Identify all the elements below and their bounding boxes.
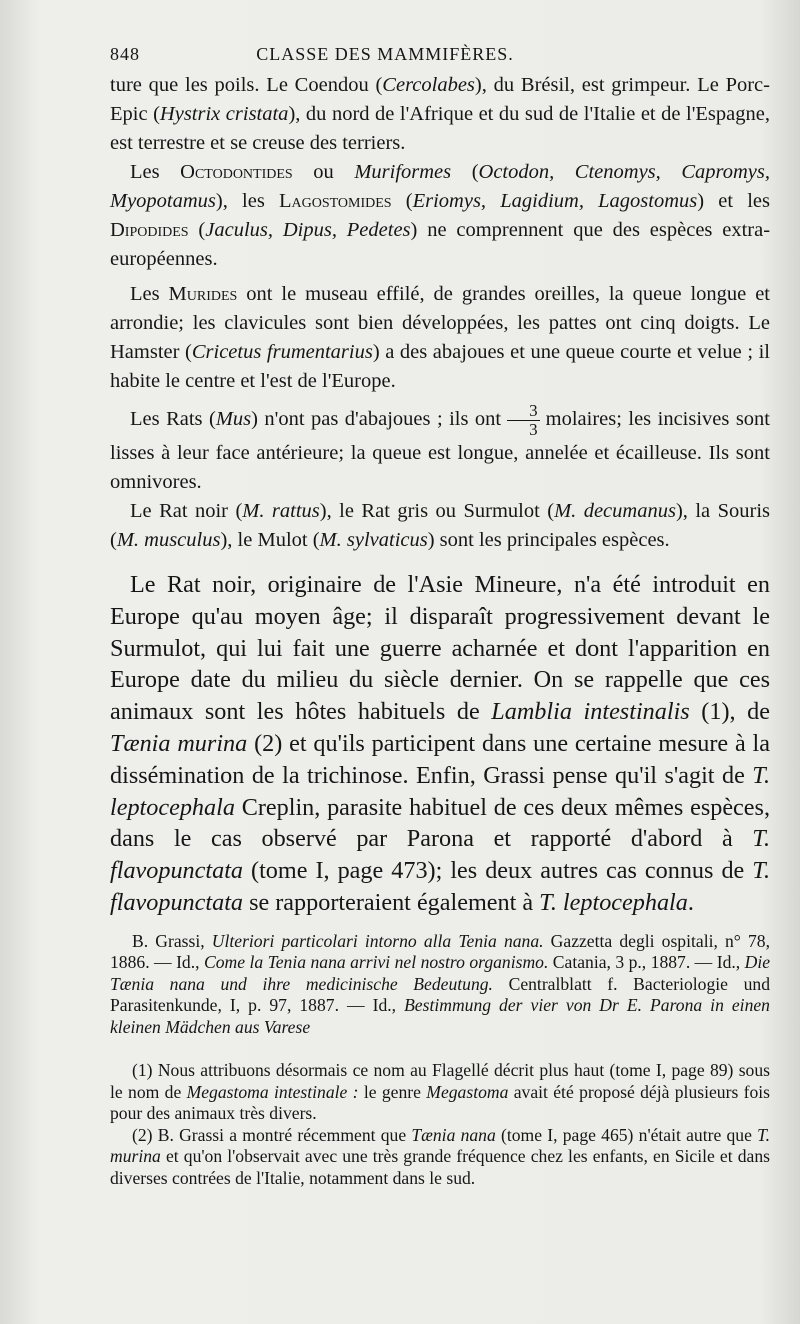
paragraph-rat-noir: Le Rat noir, originaire de l'Asie Mineure, n'a été introduit en Europe qu'au moyen âge; il disparaît progressivement devant le Surmulot, qui lui fait une guerre acharnée et dont l'apparition en Europe date du milieu du siècle dernier. On se rappelle que ces animaux sont les hôtes habituels de Lamblia intestinalis (1), de Tænia murina (2) et qu'ils participent dans une certaine mesure à la dissémination de la trichinose. Enfin, Grassi pense qu'il s'agit de T. leptocephala Creplin, parasite habituel de ces deux mêmes espèces, dans le cas observé par Parona et rapporté d'abord à T. flavopunctata (tome I, page 473); les deux autres cas connus de T. flavopunctata se rapporteraient également à T. leptocephala. bbox=[110, 571, 771, 916]
bibliography-entry: B. Grassi, Ulteriori particolari intorno alla Tenia nana. Gazzetta degli ospitali, n° 78, 1886. — Id., Come la Tenia nana arrivi nel nostro organismo. Catania, 3 p., 1887. — Id., Die Tænia nana und ihre medicinische Bedeutung. Centralblatt f. Bacteriologie und Parasitenkunde, I, p. 97, 1887. — Id., Bestimmung der vier von Dr E. Parona in einen kleinen Mädchen aus Varese bbox=[110, 930, 771, 1037]
page-header bbox=[110, 44, 670, 65]
footnote-1: (1) Nous attribuons désormais ce nom au Flagellé décrit plus haut (tome I, page 89) sous le nom de Megastoma intestinale : le genre Megastoma avait été proposé déjà plusieurs fois pour des animaux très divers. bbox=[110, 1060, 771, 1124]
paragraph-murides: Les Murides ont le museau effilé, de grandes oreilles, la queue longue et arrondie; les clavicules sont bien développées, les pattes ont cinq doigts. Le Hamster (Cricetus frumentarius) a des abajoues et une queue courte et velue ; il habite le centre et l'est de l'Europe. bbox=[110, 283, 770, 392]
paragraph-rats: Les Rats (Mus) n'ont pas d'abajoues ; ils ont $\frac{3}{3}$ molaires; les incisives sont lisses à leur face antérieure; la queue est longue, annelée et écailleuse. Ils sont omnivores. bbox=[110, 401, 771, 493]
footnote-2: (2) B. Grassi a montré récemment que Tænia nana (tome I, page 465) n'était autre que T. murina et qu'on l'observait avec une très grande fréquence chez les enfants, en Sicile et dans diverses contrées de l'Italie, notamment dans le sud. bbox=[110, 1124, 771, 1188]
running-title: CLASSE DES MAMMIFÈRES. bbox=[256, 44, 514, 64]
footnotes bbox=[110, 1060, 770, 1189]
page-number: 848 bbox=[110, 44, 140, 64]
molar-fraction: $\frac{3}{3}$ bbox=[507, 402, 540, 439]
paragraph-octodontides: Les Octodontides ou Muriformes (Octodon, Ctenomys, Capromys, Myopotamus), les Lagostomides (Eriomys, Lagidium, Lagostomus) et les Dipodides (Jaculus, Dipus, Pedetes) ne comprennent que des espèces extra-européennes. bbox=[110, 161, 771, 270]
paragraph-species: Le Rat noir (M. rattus), le Rat gris ou Surmulot (M. decumanus), la Souris (M. musculus), le Mulot (M. sylvaticus) sont les principales espèces. bbox=[110, 500, 770, 551]
paragraph-porc-epic: ture que les poils. Le Coendou (Cercolabes), du Brésil, est grimpeur. Le Porc-Epic (Hystrix cristata), du nord de l'Afrique et du sud de l'Italie et de l'Espagne, est terrestre et se creuse des terriers. bbox=[110, 74, 770, 154]
